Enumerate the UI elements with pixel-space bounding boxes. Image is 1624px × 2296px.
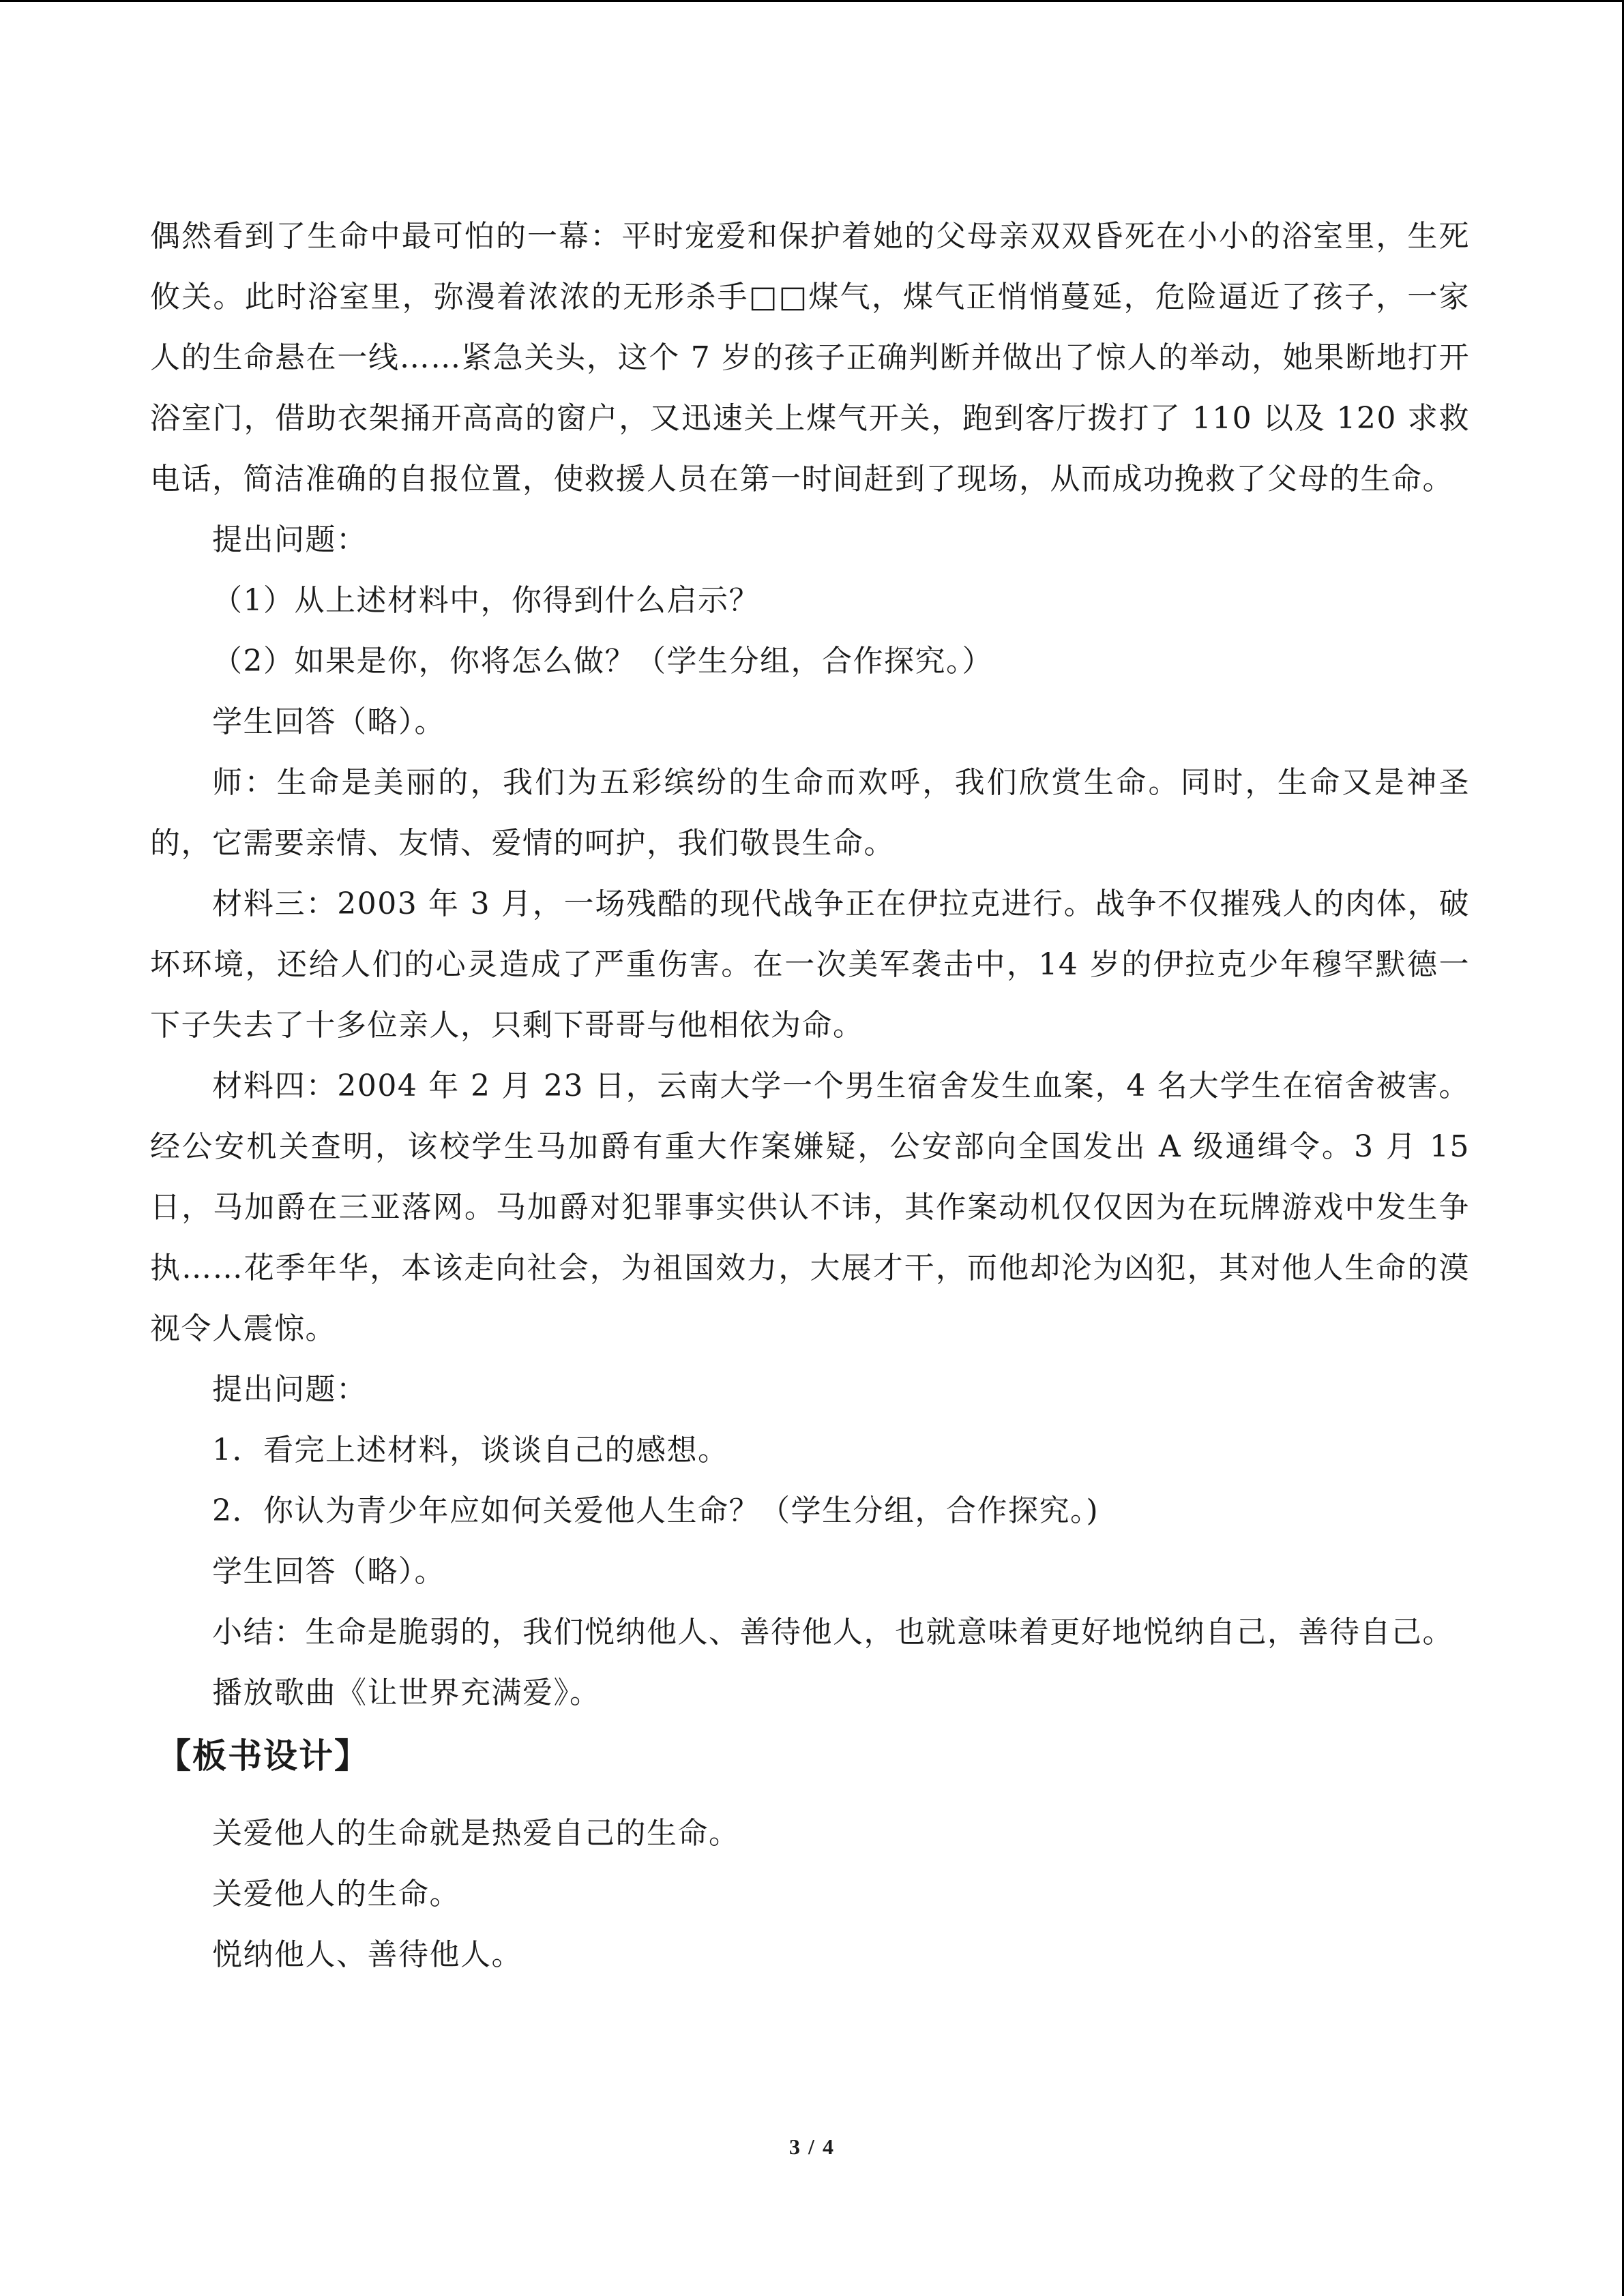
board-design-heading: 【板书设计】 — [157, 1736, 370, 1776]
question-item: （1）从上述材料中，你得到什么启示？ — [212, 583, 760, 618]
student-answer: 学生回答（略）。 — [212, 704, 445, 739]
student-answer: 学生回答（略）。 — [212, 1554, 445, 1589]
teacher-remark: 师：生命是美丽的，我们为五彩缤纷的生命而欢呼，我们欣赏生命。同时，生命又是神圣的，它需要亲情、友情、爱情的呵护，我们敬畏生命。 — [150, 765, 1470, 861]
board-line: 关爱他人的生命。 — [212, 1877, 460, 1911]
question-item: （2）如果是你，你将怎么做？（学生分组，合作探究。） — [212, 644, 993, 679]
material-4: 材料四：2004 年 2 月 23 日，云南大学一个男生宿舍发生血案，4 名大学生在宿舍被害。经公安机关查明，该校学生马加爵有重大作案嫌疑，公安部向全国发出 A 级通缉令。3 月 15 日，马加爵在三亚落网。马加爵对犯罪事实供认不讳，其作案动机仅仅因为在玩牌游戏中发生争执……花季年华，本该走向社会，为祖国效力，大展才干，而他却沦为凶犯，其对他人生命的漠视令人震惊。 — [150, 1069, 1470, 1346]
board-line: 关爱他人的生命就是热爱自己的生命。 — [212, 1816, 740, 1851]
material-3: 材料三：2003 年 3 月，一场残酷的现代战争正在伊拉克进行。战争不仅摧残人的肉体，破坏环境，还给人们的心灵造成了严重伤害。在一次美军袭击中，14 岁的伊拉克少年穆罕默德一下子失去了十多位亲人，只剩下哥哥与他相依为命。 — [150, 886, 1470, 1043]
board-line: 悦纳他人、善待他人。 — [212, 1937, 522, 1972]
summary: 小结：生命是脆弱的，我们悦纳他人、善待他人，也就意味着更好地悦纳自己，善待自己。 — [212, 1615, 1453, 1650]
page-number: 3 / 4 — [789, 2134, 835, 2159]
song-note: 播放歌曲《让世界充满爱》。 — [212, 1675, 601, 1710]
question-item: 2．你认为青少年应如何关爱他人生命？（学生分组，合作探究。) — [212, 1493, 1099, 1528]
material-2-continuation: 偶然看到了生命中最可怕的一幕：平时宠爱和保护着她的父母亲双双昏死在小小的浴室里，生死攸关。此时浴室里，弥漫着浓浓的无形杀手□□煤气，煤气正悄悄蔓延，危险逼近了孩子，一家人的生命悬在一线……紧急关头，这个 7 岁的孩子正确判断并做出了惊人的举动，她果断地打开浴室门，借助衣架捅开高高的窗户，又迅速关上煤气开关，跑到客厅拨打了 110 以及 120 求救电话，简洁准确的自报位置，使救援人员在第一时间赶到了现场，从而成功挽救了父母的生命。 — [150, 219, 1470, 496]
document-body — [150, 206, 1470, 1985]
question-prompt: 提出问题： — [212, 1372, 368, 1407]
question-prompt: 提出问题： — [212, 522, 368, 557]
spacer — [150, 1789, 1470, 1803]
question-item: 1．看完上述材料，谈谈自己的感想。 — [212, 1433, 729, 1467]
page-border-top — [0, 0, 1624, 2]
